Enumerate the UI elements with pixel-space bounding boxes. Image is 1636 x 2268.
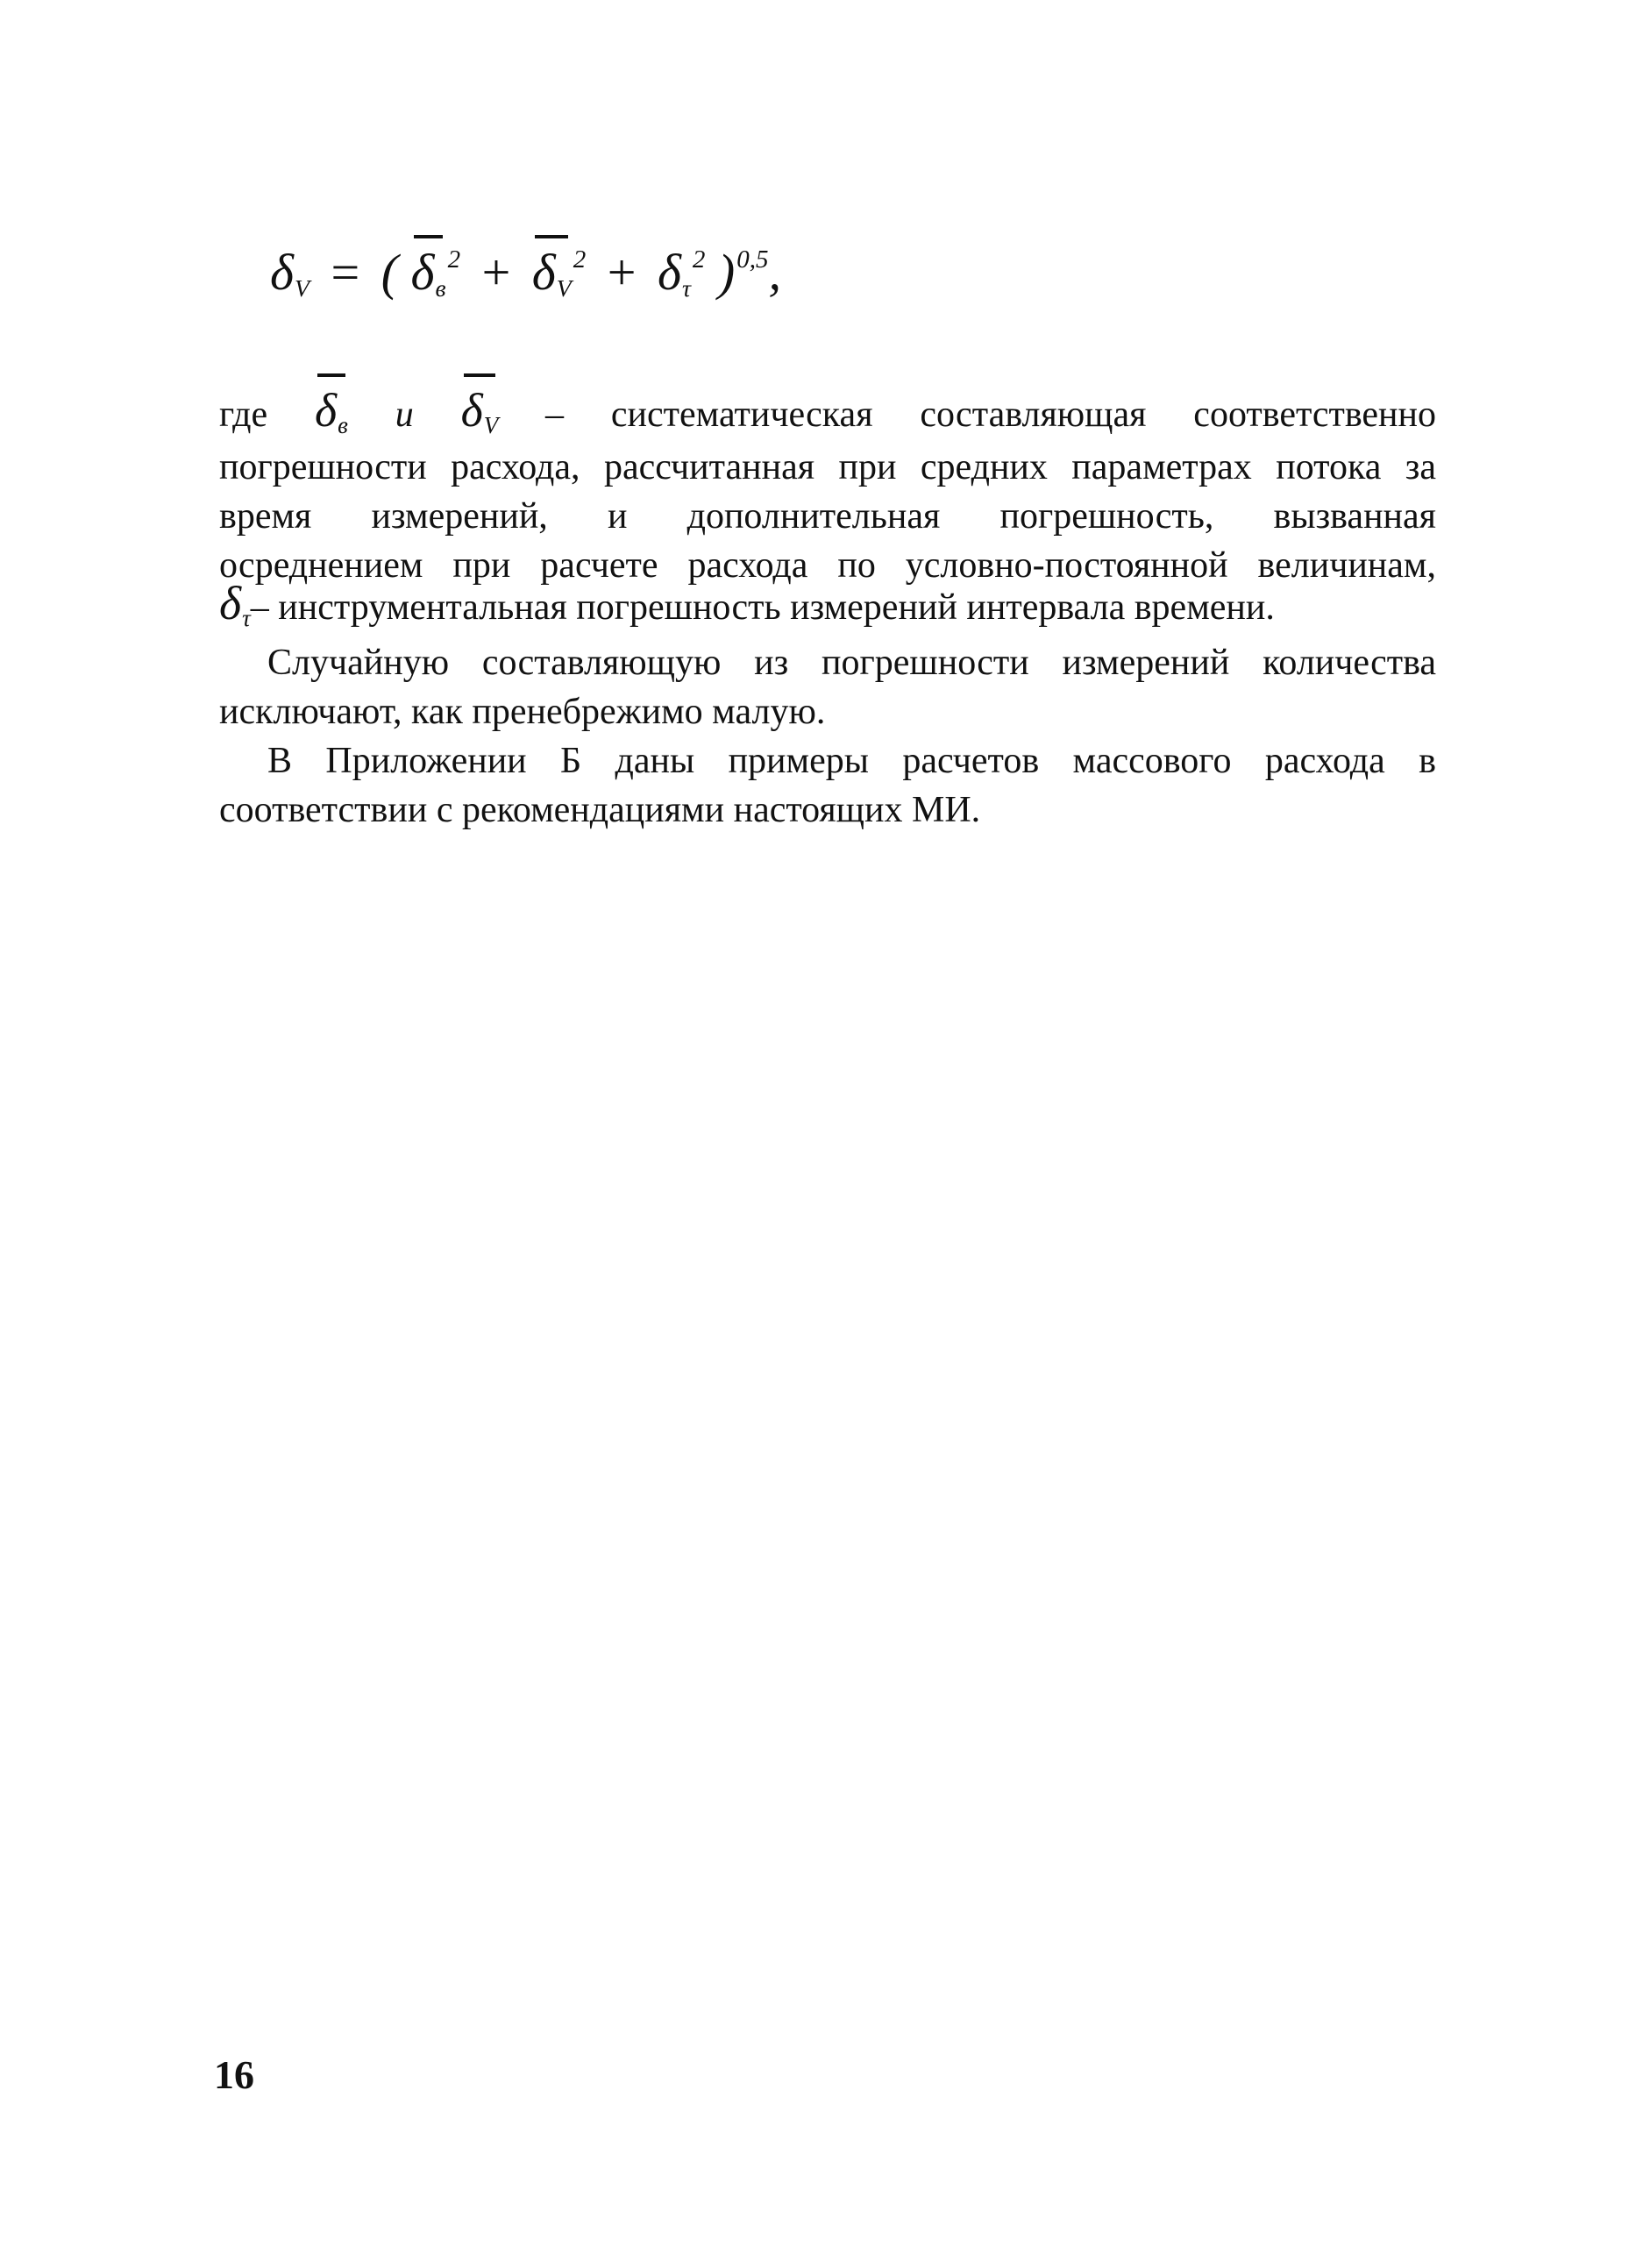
- definition-line-1: [219, 386, 1436, 443]
- random-component-line-2: исключают, как пренебрежимо малую.: [219, 692, 826, 732]
- definition-line-4: осреднением при расчете расхода по условно-постоянной величинам,: [219, 545, 1436, 586]
- formula-equals: =: [331, 244, 360, 301]
- formula-lhs: [270, 244, 309, 303]
- page-number: 16: [214, 2052, 254, 2097]
- symbol-1-subscript: в: [338, 412, 348, 439]
- symbol-delta-tau: [219, 579, 251, 636]
- conjunction: и: [395, 395, 414, 435]
- symbol-2-subscript: V: [483, 412, 499, 439]
- symbol-tau-subscript: τ: [242, 605, 251, 632]
- formula-term-3-power: 2: [692, 245, 706, 274]
- instrumental-error-text: – инструментальная погрешность измерений интервала времени.: [250, 587, 1275, 628]
- instrumental-error-paragraph: [219, 579, 1436, 636]
- formula-lhs-subscript: V: [294, 275, 309, 303]
- symbol-delta-V-bar: [461, 386, 499, 443]
- random-component-paragraph: [219, 638, 1436, 736]
- formula-term-1: [410, 244, 446, 303]
- definition-paragraph: [219, 386, 1436, 590]
- appendix-reference-line-2: соответствии с рекомендациями настоящих МИ.: [219, 790, 981, 830]
- formula-open-paren: (: [381, 244, 399, 301]
- random-component-line-1: Случайную составляющую из погрешности измерений количества: [267, 643, 1436, 683]
- symbol-2-letter: δ: [460, 384, 483, 437]
- formula-term-1-power: 2: [447, 245, 461, 274]
- formula-term-2-power: 2: [573, 245, 587, 274]
- formula-term-2-subscript: V: [556, 275, 572, 303]
- definition-line-2: погрешности расхода, рассчитанная при средних параметрах потока за: [219, 447, 1436, 487]
- formula-term-3-symbol: δ: [657, 244, 681, 301]
- formula-plus-2: +: [607, 244, 637, 301]
- formula-term-2-symbol: δ: [531, 244, 556, 301]
- formula-term-3: [657, 244, 691, 303]
- formula-term-2: [531, 244, 572, 303]
- formula-term-3-subscript: τ: [681, 275, 691, 303]
- definition-lead-word: где: [219, 395, 268, 435]
- formula-lhs-symbol: δ: [270, 244, 294, 301]
- symbol-tau-letter: δ: [219, 577, 242, 629]
- appendix-reference-line-1: В Приложении Б даны примеры расчетов массового расхода в: [267, 741, 1436, 781]
- appendix-reference-paragraph: [219, 736, 1436, 835]
- instrumental-error-line: [219, 579, 1436, 636]
- formula-close-paren: ): [717, 244, 736, 301]
- symbol-1-letter: δ: [315, 384, 338, 437]
- uncertainty-formula: [270, 244, 781, 303]
- definition-line-1-text: – систематическая составляющая соответственно: [545, 395, 1437, 435]
- formula-exponent: 0,5: [736, 245, 769, 274]
- formula-term-1-symbol: δ: [410, 244, 435, 301]
- formula-comma: ,: [768, 244, 781, 301]
- symbol-delta-v-bar: [315, 386, 348, 443]
- formula-plus-1: +: [481, 244, 511, 301]
- definition-line-3: время измерений, и дополнительная погрешность, вызванная: [219, 496, 1436, 537]
- formula-term-1-subscript: в: [435, 275, 446, 303]
